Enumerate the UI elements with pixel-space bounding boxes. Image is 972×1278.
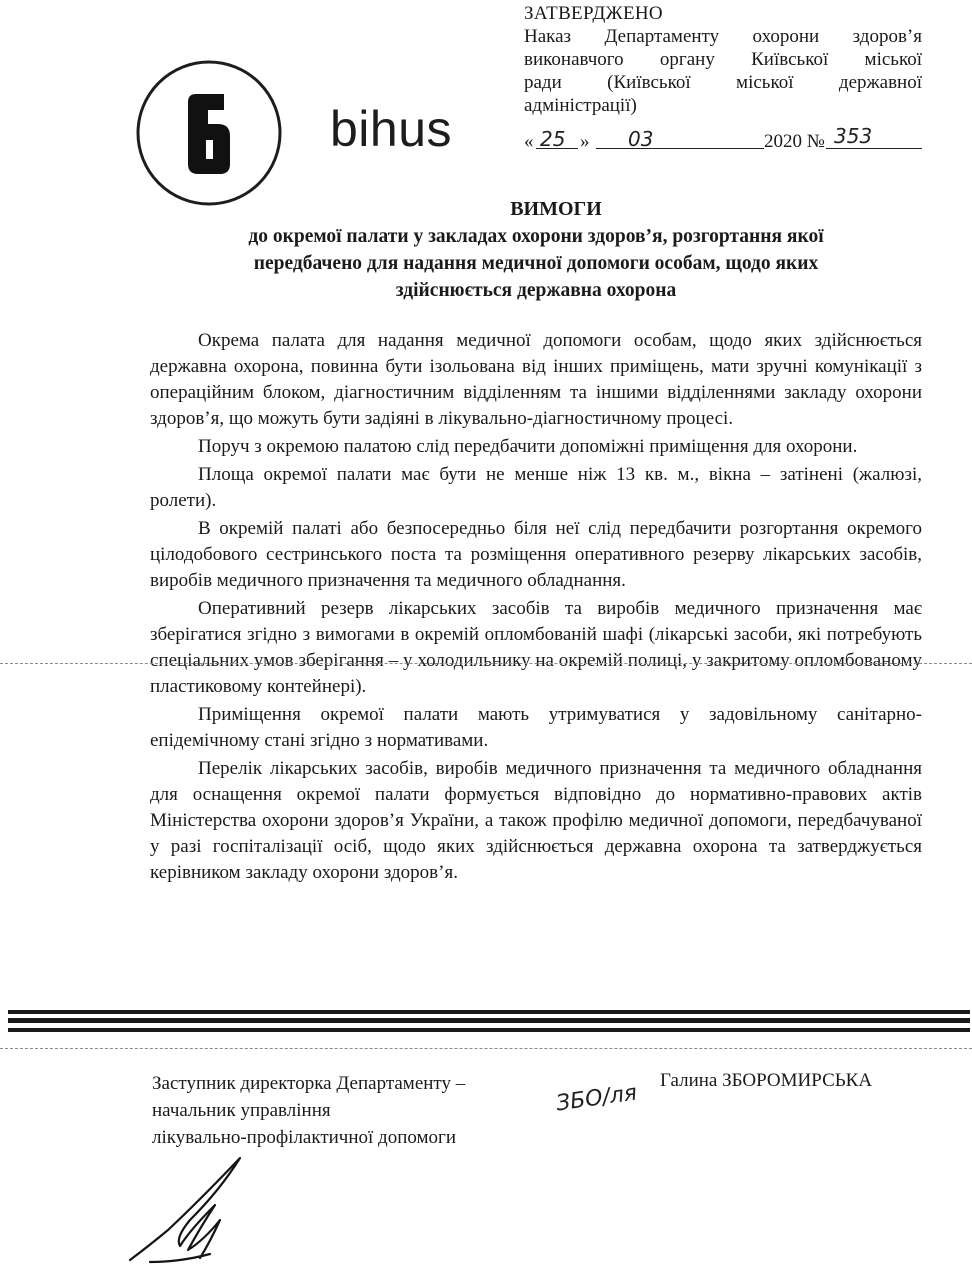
date-day: 25 [540,127,566,151]
approval-date [524,124,922,156]
order-number: 353 [834,124,873,148]
body-paragraph: Оперативний резерв лікарських засобів та виробів медичного призначення має зберігатися згідно з вимогами в окремій опломбованій шафі (лікарські засоби, які потребують спеціальних умов зберігання – у холодильнику на окремій полиці, у закритому опломбованому пластиковому контейнері). [150,598,922,697]
document-body [150,328,922,886]
signatory-position [152,1070,465,1151]
title-line: здійснюється державна охорона [395,280,677,301]
scan-divider [8,1028,970,1032]
title-main: ВИМОГИ [510,198,602,220]
date-close-quote: » [580,131,590,152]
approval-order-line: Наказ Департаменту охорони здоров’я [524,26,922,47]
approval-order-line: адміністрації) [524,95,637,116]
approval-order-line: ради (Київської міської державної [524,72,922,93]
title-line: передбачено для надання медичної допомоги особам, щодо яких [253,253,819,274]
position-line: начальник управління [152,1100,331,1121]
signatory-name: Галина ЗБОРОМИРСЬКА [660,1070,873,1091]
body-paragraph: Окрема палата для надання медичної допомоги особам, щодо яких здійснюється державна охорона, повинна бути ізольована від інших приміщень, мати зручні комунікації з операційним блоком, діагностичним відділенням та іншими відділеннями закладу охорони здоров’я, що можуть бути задіяні в лікувально-діагностичному процесі. [150,330,922,429]
position-line: лікувально-профілактичної допомоги [152,1127,457,1148]
scan-divider [8,1018,970,1023]
signature-scribble [120,1150,260,1270]
date-open-quote: « [524,131,534,152]
body-paragraph: Поруч з окремою палатою слід передбачити допоміжні приміщення для охорони. [198,436,858,457]
document-title [150,196,922,304]
body-paragraph: В окремій палаті або безпосередньо біля неї слід передбачити розгортання окремого цілодобового сестринського поста та розміщення оперативного резерву лікарських засобів, виробів медичного призначення та медичного обладнання. [150,518,922,591]
scan-divider [8,1010,970,1014]
approval-heading: ЗАТВЕРДЖЕНО [524,3,663,24]
logo-text: bihus [330,101,453,157]
title-line: до окремої палати у закладах охорони здоров’я, розгортання якої [248,226,824,247]
date-month: 03 [628,127,654,151]
body-paragraph: Приміщення окремої палати мають утримуватися у задовільному санітарно-епідемічному стані згідно з нормативами. [150,704,922,751]
body-paragraph: Перелік лікарських засобів, виробів медичного призначення та медичного обладнання для оснащення окремої палати формується відповідно до нормативно-правових актів Міністерства охорони здоров’я України, а також профілю медичної допомоги, передбачуваної у разі госпіталізації осіб, щодо яких здійснюється державна охорона та затверджується керівником закладу охорони здоров’я. [150,758,922,883]
approval-order-line: виконавчого органу Київської міської [524,49,922,70]
approval-block [524,2,922,117]
date-year: 2020 № [764,131,825,152]
position-line: Заступник директорка Департаменту – [152,1073,466,1094]
scan-divider [0,1048,972,1049]
body-paragraph: Площа окремої палати має бути не менше ніж 13 кв. м., вікна – затінені (жалюзі, ролети). [150,464,922,511]
scan-divider [0,663,972,664]
bihus-logo-icon [134,58,284,208]
handwritten-initials: ЗБО/ля [554,1080,639,1117]
